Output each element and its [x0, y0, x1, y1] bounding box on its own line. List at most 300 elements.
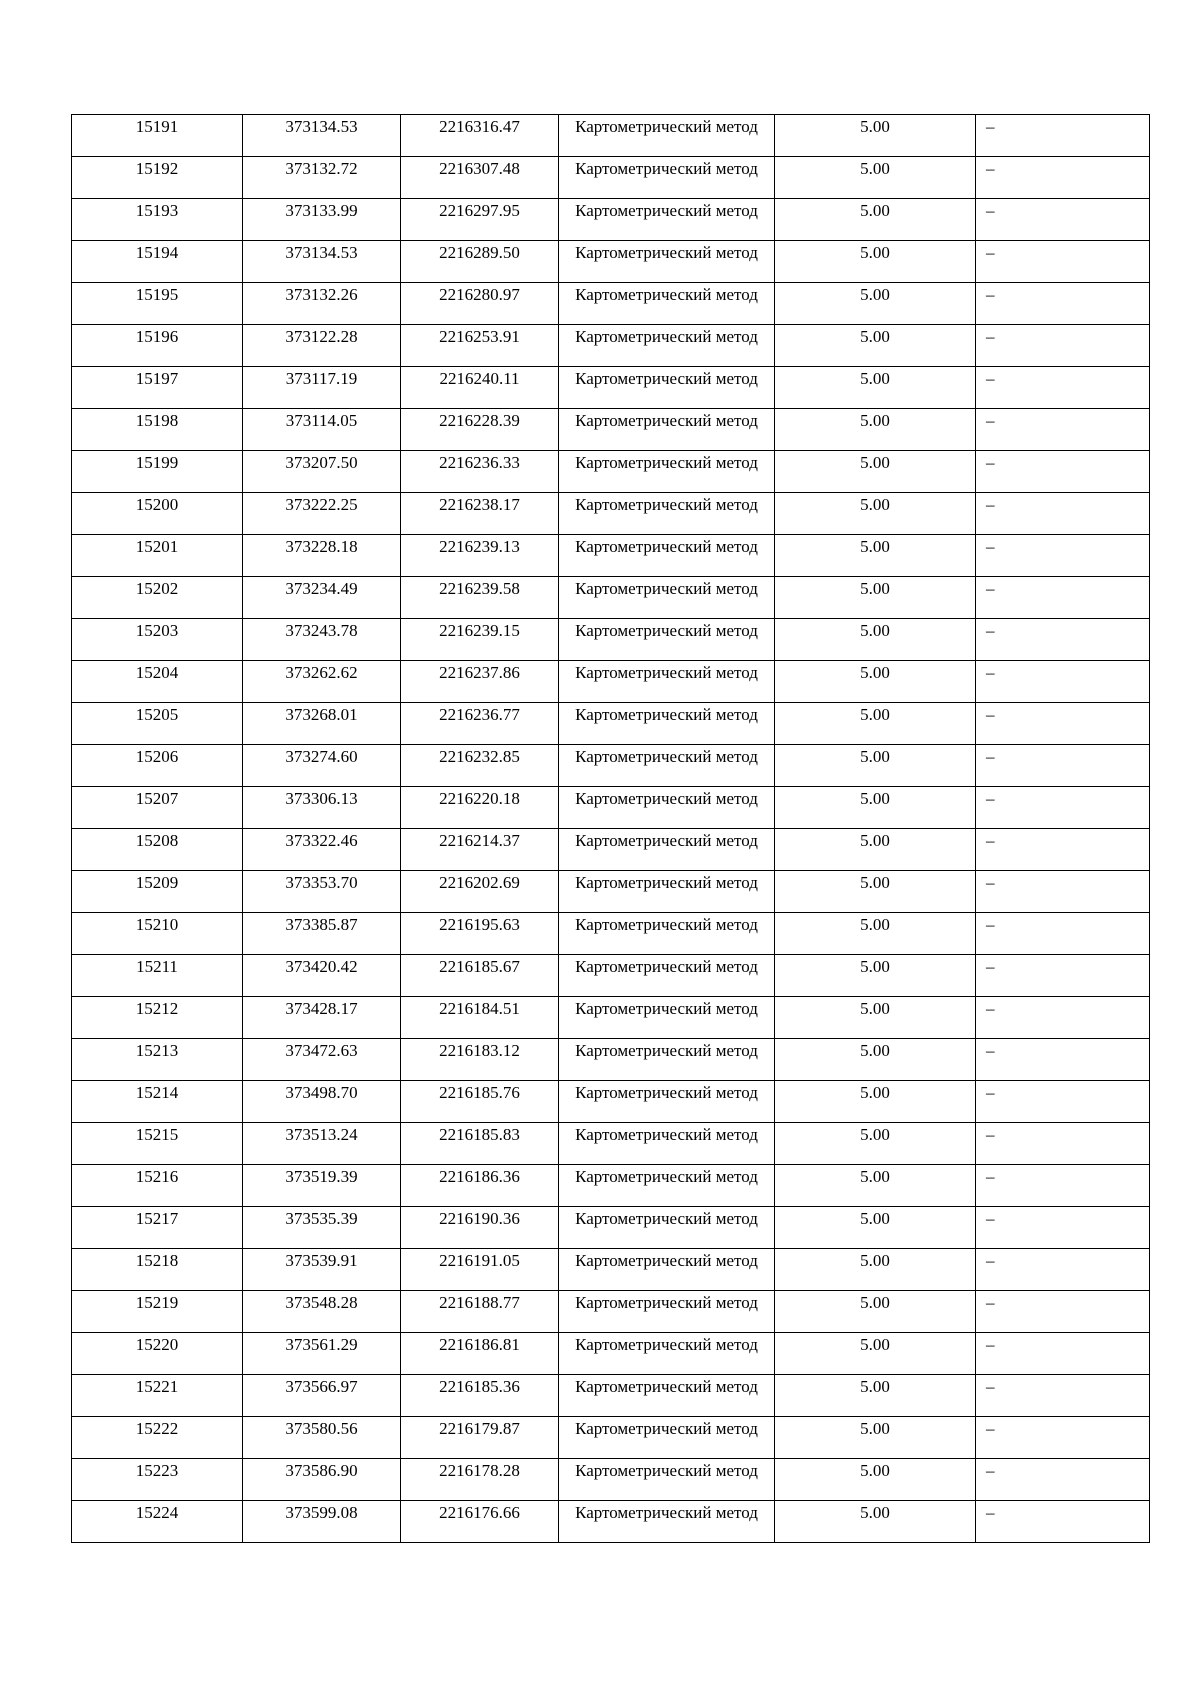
method-cell-text: Картометрический метод — [575, 1083, 758, 1102]
method-cell — [559, 1333, 775, 1375]
accuracy-cell — [775, 1459, 976, 1501]
note-cell — [976, 913, 1150, 955]
x-coordinate-cell-text: 373132.72 — [285, 159, 358, 178]
table-row — [72, 829, 1150, 871]
note-cell — [976, 577, 1150, 619]
note-cell-text: – — [986, 1041, 995, 1060]
point-number-cell — [72, 1417, 243, 1459]
x-coordinate-cell-text: 373519.39 — [285, 1167, 358, 1186]
x-coordinate-cell — [243, 115, 401, 157]
point-number-cell-text: 15209 — [135, 873, 179, 892]
y-coordinate-cell-text: 2216184.51 — [439, 999, 520, 1018]
point-number-cell — [72, 115, 243, 157]
accuracy-cell-text: 5.00 — [860, 159, 890, 178]
y-coordinate-cell-text: 2216239.58 — [439, 579, 520, 598]
method-cell — [559, 661, 775, 703]
point-number-cell-text: 15191 — [135, 117, 179, 136]
y-coordinate-cell — [401, 1207, 559, 1249]
y-coordinate-cell-text: 2216289.50 — [439, 243, 520, 262]
note-cell-text: – — [986, 1461, 995, 1480]
x-coordinate-cell — [243, 1081, 401, 1123]
y-coordinate-cell-text: 2216186.81 — [439, 1335, 520, 1354]
y-coordinate-cell-text: 2216185.36 — [439, 1377, 520, 1396]
table-row — [72, 1291, 1150, 1333]
x-coordinate-cell-text: 373599.08 — [285, 1503, 358, 1522]
y-coordinate-cell-text: 2216238.17 — [439, 495, 520, 514]
method-cell — [559, 703, 775, 745]
accuracy-cell-text: 5.00 — [860, 243, 890, 262]
note-cell — [976, 409, 1150, 451]
x-coordinate-cell-text: 373322.46 — [285, 831, 358, 850]
x-coordinate-cell-text: 373134.53 — [285, 243, 358, 262]
accuracy-cell-text: 5.00 — [860, 957, 890, 976]
accuracy-cell-text: 5.00 — [860, 705, 890, 724]
method-cell — [559, 997, 775, 1039]
accuracy-cell — [775, 619, 976, 661]
y-coordinate-cell — [401, 577, 559, 619]
note-cell — [976, 829, 1150, 871]
method-cell — [559, 577, 775, 619]
note-cell — [976, 1081, 1150, 1123]
accuracy-cell — [775, 703, 976, 745]
point-number-cell — [72, 157, 243, 199]
point-number-cell-text: 15207 — [135, 789, 179, 808]
x-coordinate-cell-text: 373513.24 — [285, 1125, 358, 1144]
x-coordinate-cell-text: 373117.19 — [285, 369, 358, 388]
method-cell-text: Картометрический метод — [575, 243, 758, 262]
accuracy-cell-text: 5.00 — [860, 1503, 890, 1522]
x-coordinate-cell — [243, 1291, 401, 1333]
table-row — [72, 661, 1150, 703]
point-number-cell — [72, 1501, 243, 1543]
accuracy-cell — [775, 997, 976, 1039]
y-coordinate-cell-text: 2216178.28 — [439, 1461, 520, 1480]
accuracy-cell-text: 5.00 — [860, 285, 890, 304]
accuracy-cell-text: 5.00 — [860, 873, 890, 892]
point-number-cell-text: 15214 — [135, 1083, 179, 1102]
note-cell-text: – — [986, 1083, 995, 1102]
method-cell-text: Картометрический метод — [575, 1335, 758, 1354]
y-coordinate-cell-text: 2216316.47 — [439, 117, 520, 136]
point-number-cell — [72, 1459, 243, 1501]
x-coordinate-cell-text: 373222.25 — [285, 495, 358, 514]
method-cell — [559, 787, 775, 829]
point-number-cell-text: 15197 — [135, 369, 179, 388]
x-coordinate-cell-text: 373428.17 — [285, 999, 358, 1018]
x-coordinate-cell — [243, 241, 401, 283]
x-coordinate-cell-text: 373207.50 — [285, 453, 358, 472]
table-row — [72, 367, 1150, 409]
point-number-cell — [72, 199, 243, 241]
method-cell — [559, 409, 775, 451]
table-row — [72, 409, 1150, 451]
x-coordinate-cell — [243, 1417, 401, 1459]
point-number-cell-text: 15202 — [135, 579, 179, 598]
x-coordinate-cell — [243, 787, 401, 829]
y-coordinate-cell — [401, 1375, 559, 1417]
point-number-cell — [72, 1375, 243, 1417]
note-cell-text: – — [986, 831, 995, 850]
method-cell-text: Картометрический метод — [575, 453, 758, 472]
y-coordinate-cell — [401, 1165, 559, 1207]
x-coordinate-cell — [243, 1459, 401, 1501]
point-number-cell-text: 15193 — [135, 201, 179, 220]
y-coordinate-cell — [401, 619, 559, 661]
table-row — [72, 493, 1150, 535]
method-cell-text: Картометрический метод — [575, 579, 758, 598]
point-number-cell-text: 15192 — [135, 159, 179, 178]
note-cell — [976, 619, 1150, 661]
method-cell-text: Картометрический метод — [575, 1125, 758, 1144]
note-cell — [976, 1459, 1150, 1501]
y-coordinate-cell — [401, 367, 559, 409]
note-cell — [976, 745, 1150, 787]
accuracy-cell — [775, 955, 976, 997]
method-cell-text: Картометрический метод — [575, 1419, 758, 1438]
y-coordinate-cell-text: 2216307.48 — [439, 159, 520, 178]
point-number-cell — [72, 493, 243, 535]
accuracy-cell — [775, 409, 976, 451]
accuracy-cell — [775, 115, 976, 157]
y-coordinate-cell — [401, 829, 559, 871]
table-row — [72, 241, 1150, 283]
accuracy-cell — [775, 1123, 976, 1165]
method-cell-text: Картометрический метод — [575, 873, 758, 892]
x-coordinate-cell-text: 373548.28 — [285, 1293, 358, 1312]
note-cell — [976, 703, 1150, 745]
y-coordinate-cell — [401, 451, 559, 493]
point-number-cell-text: 15205 — [135, 705, 179, 724]
method-cell-text: Картометрический метод — [575, 411, 758, 430]
accuracy-cell-text: 5.00 — [860, 1419, 890, 1438]
method-cell-text: Картометрический метод — [575, 789, 758, 808]
accuracy-cell — [775, 1333, 976, 1375]
y-coordinate-cell — [401, 241, 559, 283]
accuracy-cell-text: 5.00 — [860, 453, 890, 472]
y-coordinate-cell — [401, 1249, 559, 1291]
point-number-cell — [72, 787, 243, 829]
accuracy-cell-text: 5.00 — [860, 495, 890, 514]
y-coordinate-cell-text: 2216236.33 — [439, 453, 520, 472]
x-coordinate-cell-text: 373580.56 — [285, 1419, 358, 1438]
y-coordinate-cell — [401, 661, 559, 703]
accuracy-cell-text: 5.00 — [860, 621, 890, 640]
y-coordinate-cell — [401, 1501, 559, 1543]
accuracy-cell-text: 5.00 — [860, 537, 890, 556]
table-row — [72, 1081, 1150, 1123]
point-number-cell — [72, 871, 243, 913]
note-cell — [976, 1375, 1150, 1417]
x-coordinate-cell — [243, 703, 401, 745]
x-coordinate-cell-text: 373566.97 — [285, 1377, 358, 1396]
note-cell-text: – — [986, 1167, 995, 1186]
x-coordinate-cell — [243, 283, 401, 325]
x-coordinate-cell — [243, 1123, 401, 1165]
x-coordinate-cell — [243, 535, 401, 577]
point-number-cell — [72, 1291, 243, 1333]
method-cell-text: Картометрический метод — [575, 537, 758, 556]
method-cell-text: Картометрический метод — [575, 495, 758, 514]
method-cell — [559, 1207, 775, 1249]
table-row — [72, 871, 1150, 913]
accuracy-cell — [775, 1165, 976, 1207]
y-coordinate-cell-text: 2216239.15 — [439, 621, 520, 640]
method-cell — [559, 1165, 775, 1207]
point-number-cell — [72, 1165, 243, 1207]
y-coordinate-cell — [401, 1081, 559, 1123]
point-number-cell-text: 15222 — [135, 1419, 179, 1438]
table-row — [72, 115, 1150, 157]
x-coordinate-cell-text: 373561.29 — [285, 1335, 358, 1354]
method-cell-text: Картометрический метод — [575, 1167, 758, 1186]
x-coordinate-cell-text: 373262.62 — [285, 663, 358, 682]
table-row — [72, 1123, 1150, 1165]
y-coordinate-cell — [401, 199, 559, 241]
note-cell — [976, 1501, 1150, 1543]
x-coordinate-cell-text: 373243.78 — [285, 621, 358, 640]
method-cell-text: Картометрический метод — [575, 1461, 758, 1480]
method-cell-text: Картометрический метод — [575, 621, 758, 640]
accuracy-cell-text: 5.00 — [860, 117, 890, 136]
method-cell — [559, 535, 775, 577]
y-coordinate-cell-text: 2216237.86 — [439, 663, 520, 682]
y-coordinate-cell-text: 2216232.85 — [439, 747, 520, 766]
accuracy-cell-text: 5.00 — [860, 1461, 890, 1480]
accuracy-cell — [775, 1207, 976, 1249]
note-cell — [976, 367, 1150, 409]
table-row — [72, 325, 1150, 367]
x-coordinate-cell — [243, 325, 401, 367]
point-number-cell-text: 15219 — [135, 1293, 179, 1312]
point-number-cell — [72, 661, 243, 703]
note-cell-text: – — [986, 411, 995, 430]
y-coordinate-cell — [401, 1417, 559, 1459]
x-coordinate-cell — [243, 1165, 401, 1207]
method-cell — [559, 199, 775, 241]
y-coordinate-cell-text: 2216188.77 — [439, 1293, 520, 1312]
table-row — [72, 157, 1150, 199]
note-cell-text: – — [986, 285, 995, 304]
y-coordinate-cell-text: 2216220.18 — [439, 789, 520, 808]
note-cell — [976, 787, 1150, 829]
note-cell — [976, 241, 1150, 283]
point-number-cell — [72, 409, 243, 451]
point-number-cell — [72, 1333, 243, 1375]
accuracy-cell-text: 5.00 — [860, 915, 890, 934]
accuracy-cell-text: 5.00 — [860, 789, 890, 808]
method-cell-text: Картометрический метод — [575, 915, 758, 934]
method-cell-text: Картометрический метод — [575, 705, 758, 724]
note-cell — [976, 997, 1150, 1039]
note-cell-text: – — [986, 537, 995, 556]
method-cell-text: Картометрический метод — [575, 747, 758, 766]
note-cell — [976, 1039, 1150, 1081]
accuracy-cell — [775, 1039, 976, 1081]
method-cell-text: Картометрический метод — [575, 663, 758, 682]
y-coordinate-cell — [401, 325, 559, 367]
point-number-cell-text: 15204 — [135, 663, 179, 682]
point-number-cell — [72, 367, 243, 409]
table-row — [72, 1165, 1150, 1207]
method-cell — [559, 619, 775, 661]
method-cell-text: Картометрический метод — [575, 1377, 758, 1396]
accuracy-cell — [775, 283, 976, 325]
note-cell — [976, 199, 1150, 241]
method-cell — [559, 1039, 775, 1081]
point-number-cell-text: 15217 — [135, 1209, 179, 1228]
y-coordinate-cell-text: 2216185.83 — [439, 1125, 520, 1144]
accuracy-cell — [775, 787, 976, 829]
accuracy-cell — [775, 493, 976, 535]
y-coordinate-cell — [401, 115, 559, 157]
note-cell — [976, 1333, 1150, 1375]
table-row — [72, 535, 1150, 577]
note-cell — [976, 1207, 1150, 1249]
note-cell-text: – — [986, 747, 995, 766]
accuracy-cell — [775, 745, 976, 787]
y-coordinate-cell — [401, 1291, 559, 1333]
method-cell — [559, 1375, 775, 1417]
table-row — [72, 1039, 1150, 1081]
note-cell-text: – — [986, 117, 995, 136]
point-number-cell-text: 15213 — [135, 1041, 179, 1060]
table-row — [72, 1249, 1150, 1291]
point-number-cell-text: 15215 — [135, 1125, 179, 1144]
note-cell-text: – — [986, 621, 995, 640]
table-row — [72, 451, 1150, 493]
y-coordinate-cell — [401, 997, 559, 1039]
point-number-cell-text: 15223 — [135, 1461, 179, 1480]
x-coordinate-cell-text: 373132.26 — [285, 285, 358, 304]
y-coordinate-cell-text: 2216191.05 — [439, 1251, 520, 1270]
method-cell — [559, 367, 775, 409]
x-coordinate-cell-text: 373420.42 — [285, 957, 358, 976]
y-coordinate-cell-text: 2216185.67 — [439, 957, 520, 976]
note-cell-text: – — [986, 789, 995, 808]
method-cell-text: Картометрический метод — [575, 1209, 758, 1228]
note-cell-text: – — [986, 999, 995, 1018]
method-cell — [559, 283, 775, 325]
y-coordinate-cell-text: 2216297.95 — [439, 201, 520, 220]
x-coordinate-cell-text: 373385.87 — [285, 915, 358, 934]
x-coordinate-cell-text: 373306.13 — [285, 789, 358, 808]
y-coordinate-cell-text: 2216195.63 — [439, 915, 520, 934]
accuracy-cell-text: 5.00 — [860, 999, 890, 1018]
point-number-cell-text: 15210 — [135, 915, 179, 934]
accuracy-cell-text: 5.00 — [860, 1167, 890, 1186]
method-cell — [559, 1249, 775, 1291]
note-cell — [976, 1123, 1150, 1165]
coordinates-table-body — [72, 115, 1150, 1543]
accuracy-cell — [775, 1375, 976, 1417]
x-coordinate-cell-text: 373274.60 — [285, 747, 358, 766]
accuracy-cell-text: 5.00 — [860, 411, 890, 430]
note-cell-text: – — [986, 663, 995, 682]
note-cell-text: – — [986, 1503, 995, 1522]
accuracy-cell-text: 5.00 — [860, 1251, 890, 1270]
point-number-cell — [72, 997, 243, 1039]
x-coordinate-cell — [243, 1249, 401, 1291]
accuracy-cell — [775, 325, 976, 367]
point-number-cell — [72, 955, 243, 997]
method-cell-text: Картометрический метод — [575, 327, 758, 346]
x-coordinate-cell — [243, 913, 401, 955]
x-coordinate-cell — [243, 493, 401, 535]
point-number-cell-text: 15201 — [135, 537, 179, 556]
y-coordinate-cell — [401, 1123, 559, 1165]
note-cell — [976, 535, 1150, 577]
y-coordinate-cell-text: 2216228.39 — [439, 411, 520, 430]
note-cell — [976, 493, 1150, 535]
table-row — [72, 199, 1150, 241]
note-cell-text: – — [986, 1125, 995, 1144]
table-row — [72, 577, 1150, 619]
method-cell — [559, 1459, 775, 1501]
point-number-cell — [72, 619, 243, 661]
x-coordinate-cell — [243, 955, 401, 997]
method-cell — [559, 325, 775, 367]
method-cell-text: Картометрический метод — [575, 999, 758, 1018]
table-row — [72, 955, 1150, 997]
y-coordinate-cell — [401, 913, 559, 955]
note-cell-text: – — [986, 1293, 995, 1312]
method-cell — [559, 241, 775, 283]
y-coordinate-cell — [401, 1039, 559, 1081]
method-cell — [559, 745, 775, 787]
accuracy-cell — [775, 1249, 976, 1291]
y-coordinate-cell-text: 2216202.69 — [439, 873, 520, 892]
table-row — [72, 1501, 1150, 1543]
table-row — [72, 619, 1150, 661]
table-row — [72, 1459, 1150, 1501]
note-cell-text: – — [986, 957, 995, 976]
note-cell — [976, 283, 1150, 325]
table-row — [72, 1375, 1150, 1417]
accuracy-cell-text: 5.00 — [860, 201, 890, 220]
accuracy-cell — [775, 367, 976, 409]
y-coordinate-cell — [401, 535, 559, 577]
point-number-cell — [72, 745, 243, 787]
y-coordinate-cell-text: 2216214.37 — [439, 831, 520, 850]
y-coordinate-cell — [401, 493, 559, 535]
method-cell — [559, 157, 775, 199]
accuracy-cell — [775, 913, 976, 955]
point-number-cell — [72, 325, 243, 367]
point-number-cell — [72, 1123, 243, 1165]
accuracy-cell — [775, 1417, 976, 1459]
note-cell-text: – — [986, 1335, 995, 1354]
x-coordinate-cell-text: 373535.39 — [285, 1209, 358, 1228]
accuracy-cell — [775, 451, 976, 493]
method-cell-text: Картометрический метод — [575, 285, 758, 304]
y-coordinate-cell-text: 2216239.13 — [439, 537, 520, 556]
note-cell-text: – — [986, 201, 995, 220]
point-number-cell-text: 15208 — [135, 831, 179, 850]
y-coordinate-cell-text: 2216185.76 — [439, 1083, 520, 1102]
point-number-cell-text: 15200 — [135, 495, 179, 514]
note-cell — [976, 1165, 1150, 1207]
x-coordinate-cell-text: 373586.90 — [285, 1461, 358, 1480]
y-coordinate-cell-text: 2216186.36 — [439, 1167, 520, 1186]
accuracy-cell-text: 5.00 — [860, 1293, 890, 1312]
note-cell — [976, 661, 1150, 703]
method-cell-text: Картометрический метод — [575, 957, 758, 976]
y-coordinate-cell — [401, 703, 559, 745]
y-coordinate-cell — [401, 955, 559, 997]
point-number-cell — [72, 535, 243, 577]
x-coordinate-cell-text: 373134.53 — [285, 117, 358, 136]
x-coordinate-cell — [243, 1501, 401, 1543]
